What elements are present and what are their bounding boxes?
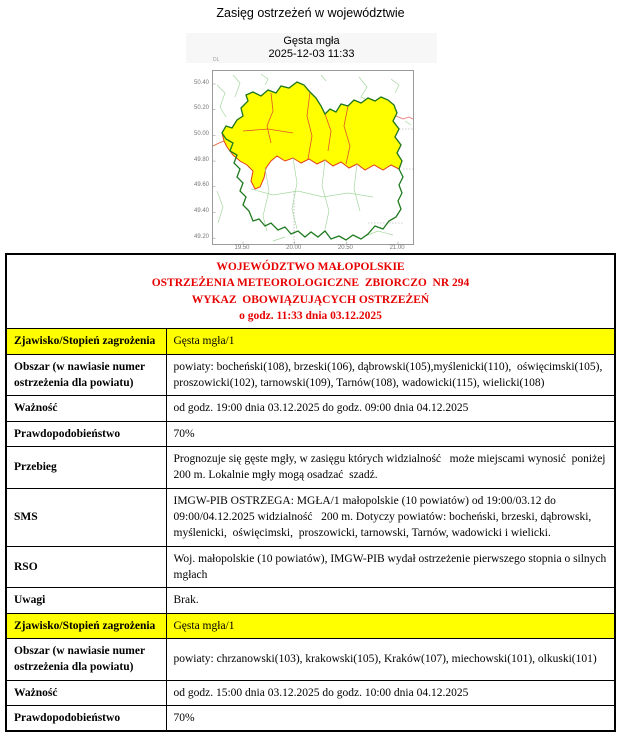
warning-map — [212, 70, 414, 245]
map-y-tick-label: 49.80 — [193, 156, 209, 163]
table-row — [6, 446, 615, 488]
warning-map-svg — [213, 71, 413, 244]
page-title: Zasięg ostrzeżeń w województwie — [216, 6, 405, 20]
map-caption-datetime: 2025-12-03 11:33 — [268, 48, 355, 60]
map-y-tick-label: 50.20 — [193, 105, 209, 112]
row-label: Ważność — [6, 396, 166, 421]
map-x-tick-label: 21.00 — [389, 245, 405, 251]
row-label: Przebieg — [6, 446, 166, 488]
row-label: Prawdopodobieństwo — [6, 705, 166, 731]
row-value: od godz. 15:00 dnia 03.12.2025 do godz. 10:00 dnia 04.12.2025 — [166, 680, 615, 705]
table-title-line: WYKAZ OBOWIĄZUJĄCYCH OSTRZEŻEŃ — [191, 293, 430, 306]
table-row — [6, 354, 615, 396]
row-label: SMS — [6, 488, 166, 546]
table-title — [6, 254, 615, 329]
row-label: Zjawisko/Stopień zagrożenia — [6, 613, 166, 638]
map-block — [186, 33, 437, 250]
powiat-lines-south — [251, 158, 373, 231]
table-row — [6, 638, 615, 680]
map-x-tick-label: 20.50 — [337, 245, 353, 251]
row-value: 70% — [166, 421, 615, 446]
row-value: Brak. — [166, 588, 615, 613]
row-label: Uwagi — [6, 588, 166, 613]
map-y-tick-label: 49.40 — [193, 208, 209, 214]
table-title-row — [6, 254, 615, 329]
row-label: Ważność — [6, 680, 166, 705]
row-label: Obszar (w nawiasie numer ostrzeżenia dla powiatu) — [6, 638, 166, 680]
table-row — [6, 329, 615, 354]
table-row — [6, 705, 615, 731]
map-x-tick-label: 19.50 — [234, 245, 250, 251]
warning-table — [5, 253, 616, 732]
table-title-line: o godz. 11:33 dnia 03.12.2025 — [239, 309, 382, 322]
map-x-tick-label: 20.00 — [286, 245, 302, 251]
table-title-line: WOJEWÓDZTWO MAŁOPOLSKIE — [216, 261, 405, 273]
row-value: Gęsta mgła/1 — [166, 613, 615, 638]
row-value: IMGW-PIB OSTRZEGA: MGŁA/1 małopolskie (10 powiatów) od 19:00/03.12 do 09:00/04.12.2025 widzialność 200 m. Dotyczy powiatów: bocheński, brzeski, dąbrowski, myślenicki, oświęcimski, proszowicki, tarnowski, Tarnów, wadowicki i wielicki. — [166, 488, 615, 546]
table-title-line: OSTRZEŻENIA METEOROLOGICZNE ZBIORCZO NR 294 — [151, 277, 470, 290]
table-row — [6, 421, 615, 446]
table-row — [6, 488, 615, 546]
row-label: Prawdopodobieństwo — [6, 421, 166, 446]
table-row — [6, 588, 615, 613]
table-row — [6, 613, 615, 638]
map-y-tick-label: 49.20 — [193, 233, 209, 240]
map-y-tick-label: 50.40 — [193, 79, 209, 86]
row-value: Gęsta mgła/1 — [166, 329, 615, 354]
neighbor-voivodeship-border — [396, 116, 413, 119]
map-corner-label: DL — [213, 57, 220, 63]
row-label: RSO — [6, 546, 166, 588]
row-label: Obszar (w nawiasie numer ostrzeżenia dla powiatu) — [6, 354, 166, 396]
map-y-tick-label: 49.60 — [193, 182, 209, 189]
map-caption — [186, 33, 437, 63]
row-value: Woj. małopolskie (10 powiatów), IMGW-PIB wydał ostrzeżenie pierwszego stopnia o silnych mgłach — [166, 546, 615, 588]
table-row — [6, 546, 615, 588]
warning-table-body — [6, 254, 615, 731]
table-row — [6, 396, 615, 421]
row-value: od godz. 19:00 dnia 03.12.2025 do godz. 09:00 dnia 04.12.2025 — [166, 396, 615, 421]
row-value: powiaty: bocheński(108), brzeski(106), dąbrowski(105),myślenicki(110), oświęcimski(105), proszowicki(102), tarnowski(109), Tarnów(108), wadowicki(115), wielicki(108) — [166, 354, 615, 396]
row-label: Zjawisko/Stopień zagrożenia — [6, 329, 166, 354]
map-y-tick-label: 50.00 — [193, 130, 209, 137]
row-value: Prognozuje się gęste mgły, w zasięgu których widzialność może miejscami wynosić poniżej 200 m. Lokalnie mgły mogą osadzać szadź. — [166, 446, 615, 488]
map-caption-phenomenon: Gęsta mgła — [283, 35, 340, 47]
row-value: powiaty: chrzanowski(103), krakowski(105), Kraków(107), miechowski(101), olkuski(101) — [166, 638, 615, 680]
row-value: 70% — [166, 705, 615, 731]
